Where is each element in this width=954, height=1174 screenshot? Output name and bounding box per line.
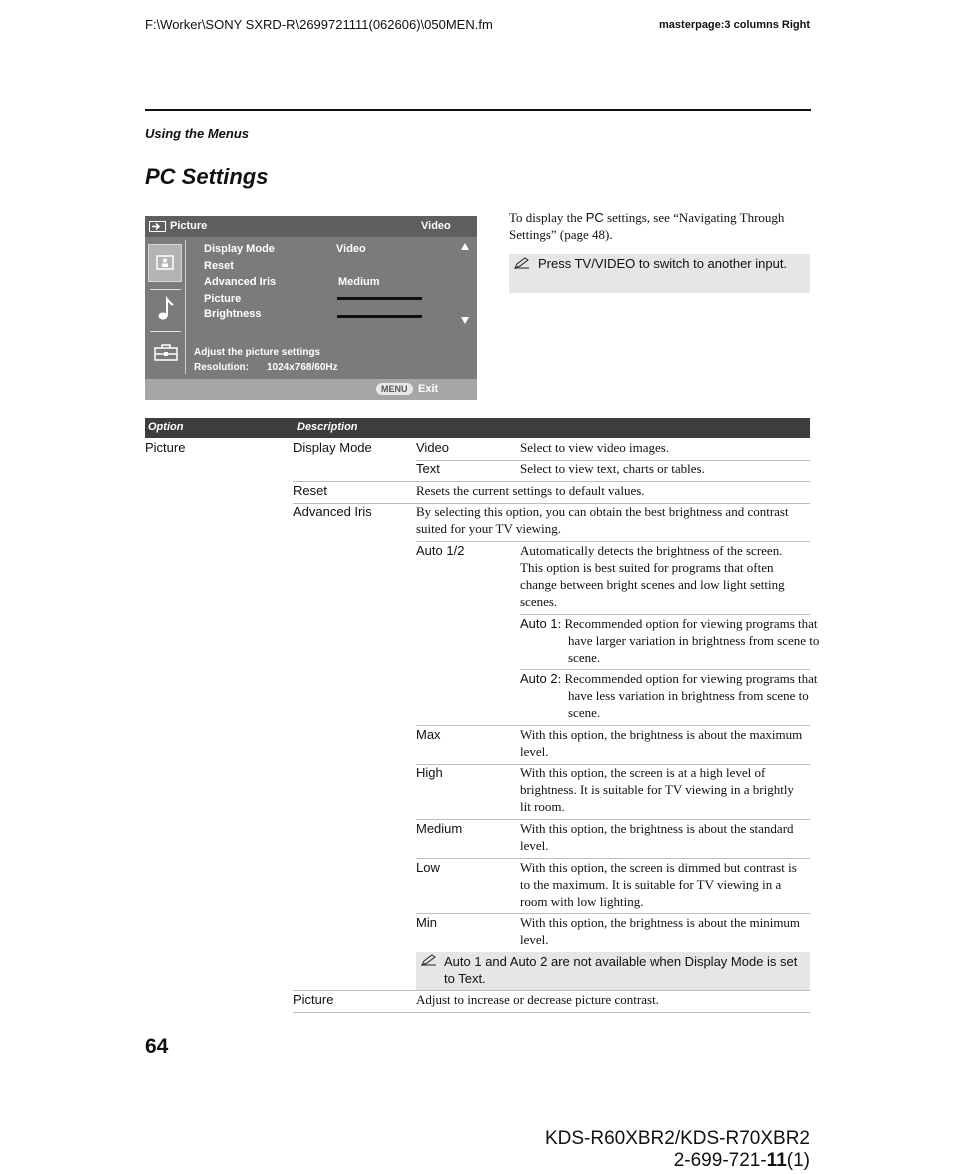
osd-resolution-label: Resolution: xyxy=(194,362,249,373)
value-auto2: Auto 2 xyxy=(520,671,558,686)
desc-medium: With this option, the brightness is about the standard level. xyxy=(520,821,794,853)
desc-auto2 xyxy=(520,670,836,721)
desc-min: With this option, the brightness is about the minimum level. xyxy=(520,915,801,947)
note-pencil-icon xyxy=(514,257,530,269)
osd-resolution-value: 1024x768/60Hz xyxy=(267,362,338,373)
table-header-description: Description xyxy=(297,421,358,433)
osd-picture-slider xyxy=(337,297,422,300)
intro-text-part1: To display the xyxy=(509,210,586,225)
value-video: Video xyxy=(416,440,450,455)
osd-advanced-iris-value: Medium xyxy=(338,276,380,288)
osd-help-text: Adjust the picture settings xyxy=(194,347,321,358)
desc-text: Select to view text, charts or tables. xyxy=(520,461,705,476)
intro-paragraph xyxy=(509,209,811,243)
row-label-advanced-iris: Advanced Iris xyxy=(293,504,372,519)
masterpage-label: masterpage:3 columns Right xyxy=(659,19,810,31)
value-auto1: Auto 1 xyxy=(520,616,558,631)
toolbox-icon xyxy=(154,343,178,361)
osd-item-picture: Picture xyxy=(204,293,242,305)
part-code-prefix: 2-699-721- xyxy=(673,1150,767,1171)
desc-low: With this option, the screen is dimmed but contrast is to the maximum. It is suitable for TV viewing in a room with low lighting. xyxy=(520,860,797,909)
desc-reset: Resets the current settings to default values. xyxy=(416,483,645,498)
row-divider xyxy=(293,1012,810,1013)
osd-input-name: Video xyxy=(421,220,451,232)
option-picture: Picture xyxy=(145,440,186,455)
value-auto12: Auto 1/2 xyxy=(416,543,465,558)
osd-item-advanced-iris: Advanced Iris xyxy=(204,276,277,288)
osd-menu-screenshot xyxy=(145,216,477,400)
osd-display-mode-value: Video xyxy=(336,243,366,255)
osd-item-display-mode: Display Mode xyxy=(204,243,275,255)
note-box-auto xyxy=(416,952,810,990)
picture-icon xyxy=(156,255,174,270)
note-pencil-icon xyxy=(421,954,437,966)
file-path-header: F:\Worker\SONY SXRD-R\2699721111(062606)\050MEN.fm xyxy=(145,17,493,32)
row-label-picture: Picture xyxy=(293,992,334,1007)
row-label-display-mode: Display Mode xyxy=(293,440,372,455)
value-low: Low xyxy=(416,860,440,875)
value-text: Text xyxy=(416,461,440,476)
osd-menu-name: Picture xyxy=(170,220,208,232)
osd-vertical-divider xyxy=(185,240,186,374)
desc-advanced-iris: By selecting this option, you can obtain the best brightness and contrast suited for your TV viewing. xyxy=(416,504,789,536)
osd-exit-label: Exit xyxy=(418,383,439,395)
picture-tab-selected xyxy=(148,244,182,282)
note-auto-text: Auto 1 and Auto 2 are not available when Display Mode is set to Text. xyxy=(444,954,798,986)
page-number: 64 xyxy=(145,1035,169,1058)
scroll-down-icon xyxy=(461,317,469,324)
osd-item-brightness: Brightness xyxy=(204,308,262,320)
page-title: PC Settings xyxy=(145,164,269,189)
part-code-suffix: (1) xyxy=(786,1150,810,1171)
footer-model-info xyxy=(480,1128,810,1172)
desc-auto1-text: : Recommended option for viewing programs that have larger variation in brightness from scene to scene. xyxy=(557,616,820,665)
desc-auto12: Automatically detects the brightness of the screen. This option is best suited for programs that often change between bright scenes and low light setting scenes. xyxy=(520,543,785,609)
table-header-bar xyxy=(145,418,810,438)
value-min: Min xyxy=(416,915,437,930)
osd-tab-divider xyxy=(150,331,181,332)
table-header-option: Option xyxy=(148,421,184,433)
intro-pc-term: PC xyxy=(585,210,604,225)
note-box-input xyxy=(509,254,810,293)
desc-picture: Adjust to increase or decrease picture contrast. xyxy=(416,992,659,1007)
value-max: Max xyxy=(416,727,441,742)
osd-brightness-slider xyxy=(337,315,422,318)
header-rule xyxy=(145,109,811,111)
desc-max: With this option, the brightness is about the maximum level. xyxy=(520,727,803,759)
menu-button-icon: MENU xyxy=(376,383,413,395)
part-code xyxy=(480,1150,810,1172)
desc-auto2-text: : Recommended option for viewing programs that have less variation in brightness from scene to scene. xyxy=(557,671,818,720)
desc-auto1 xyxy=(520,615,836,666)
desc-high: With this option, the screen is at a high level of brightness. It is suitable for TV viewing in a brightly lit room. xyxy=(520,765,794,814)
osd-item-reset: Reset xyxy=(204,260,234,272)
osd-tab-divider xyxy=(150,289,181,290)
row-label-reset: Reset xyxy=(293,483,327,498)
value-medium: Medium xyxy=(416,821,463,836)
value-high: High xyxy=(416,765,443,780)
scroll-up-icon xyxy=(461,243,469,250)
music-note-icon xyxy=(155,296,175,322)
desc-video: Select to view video images. xyxy=(520,440,670,455)
intro-text-part2: settings, see “Navigating Through Settings” (page 48). xyxy=(509,210,785,242)
part-code-bold: 11 xyxy=(766,1150,787,1171)
input-icon xyxy=(149,221,166,232)
model-numbers: KDS-R60XBR2/KDS-R70XBR2 xyxy=(544,1128,810,1149)
note-text: Press TV/VIDEO to switch to another input. xyxy=(538,256,788,271)
section-label: Using the Menus xyxy=(145,126,250,141)
